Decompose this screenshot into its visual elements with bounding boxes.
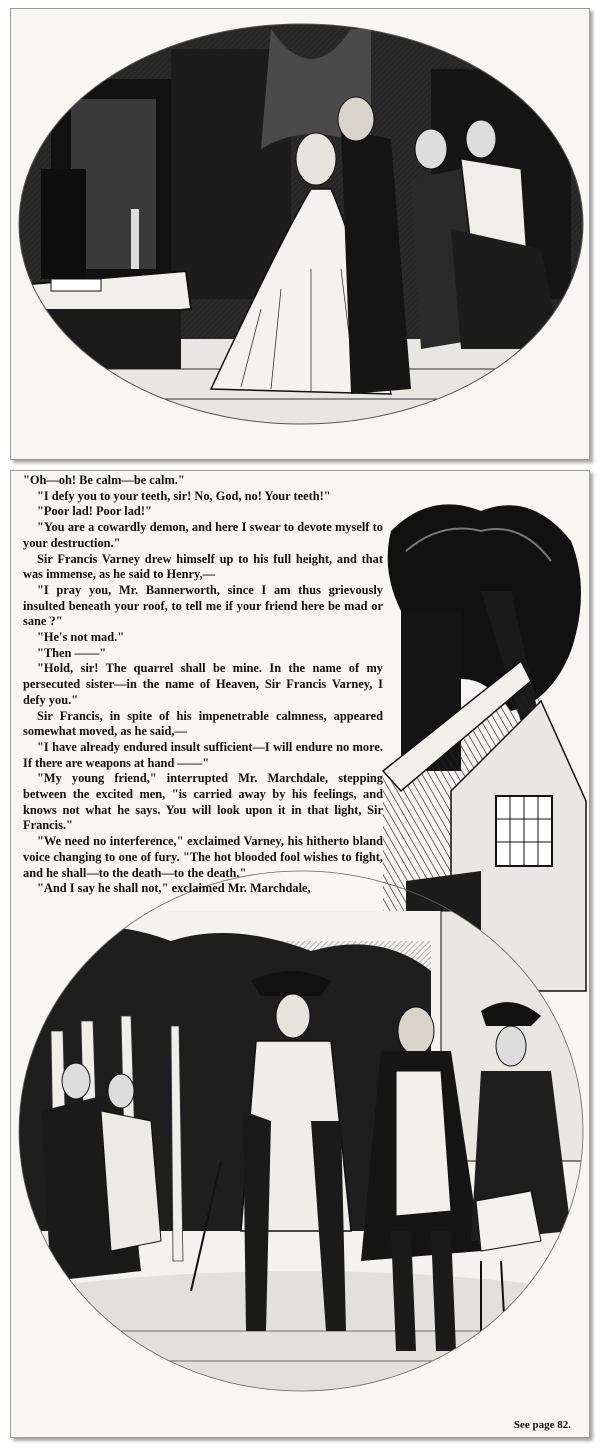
paragraph: "Then ——" — [37, 645, 107, 660]
paragraph: "I have already endured insult sufficient—I will endure no more. If there are weapons at hand ——" — [23, 739, 383, 770]
paragraph: "Hold, sir! The quarrel shall be mine. In the name of my persecuted sister—in the name of Heaven, Sir Francis Varney, I defy you." — [23, 661, 383, 707]
paragraph: "We need no interference," exclaimed Varney, his hitherto bland voice changing to one of fury. "The hot blooded fool wishes to fight, and he shall—to the death—to the death." — [23, 834, 383, 880]
paragraph: "You are a cowardly demon, and here I swear to devote myself to your destruction." — [23, 520, 383, 550]
paragraph: "Oh—oh! Be calm—be calm." — [23, 473, 185, 487]
see-page-caption: See page 82. — [513, 1419, 571, 1431]
paragraph: "Poor lad! Poor lad!" — [37, 504, 152, 519]
story-text-column — [23, 473, 383, 897]
paragraph: "And I say he shall not," exclaimed Mr. Marchdale, — [37, 881, 311, 896]
paragraph: "I defy you to your teeth, sir! No, God, no! Your teeth!" — [37, 488, 331, 503]
paragraph: "I pray you, Mr. Bannerworth, since I am thus grievously insulted beneath your roof, to tell me if your friend here be mad or sane ?" — [23, 582, 383, 629]
bedroom-scene-illustration — [11, 9, 589, 459]
paragraph: "My young friend," interrupted Mr. Marchdale, stepping between the excited men, "is carried away by his feelings, and knows not what he says. You will look upon it in that light, Sir Francis." — [23, 771, 383, 833]
bottom-page-panel — [10, 470, 590, 1438]
paragraph: Sir Francis Varney drew himself up to his full height, and that was immense, as he said to Henry,— — [23, 551, 383, 582]
paragraph: "He's not mad." — [37, 630, 125, 645]
paragraph: Sir Francis, in spite of his impenetrable calmness, appeared somewhat moved, as he said,— — [23, 708, 383, 739]
top-illustration-panel — [10, 8, 590, 460]
